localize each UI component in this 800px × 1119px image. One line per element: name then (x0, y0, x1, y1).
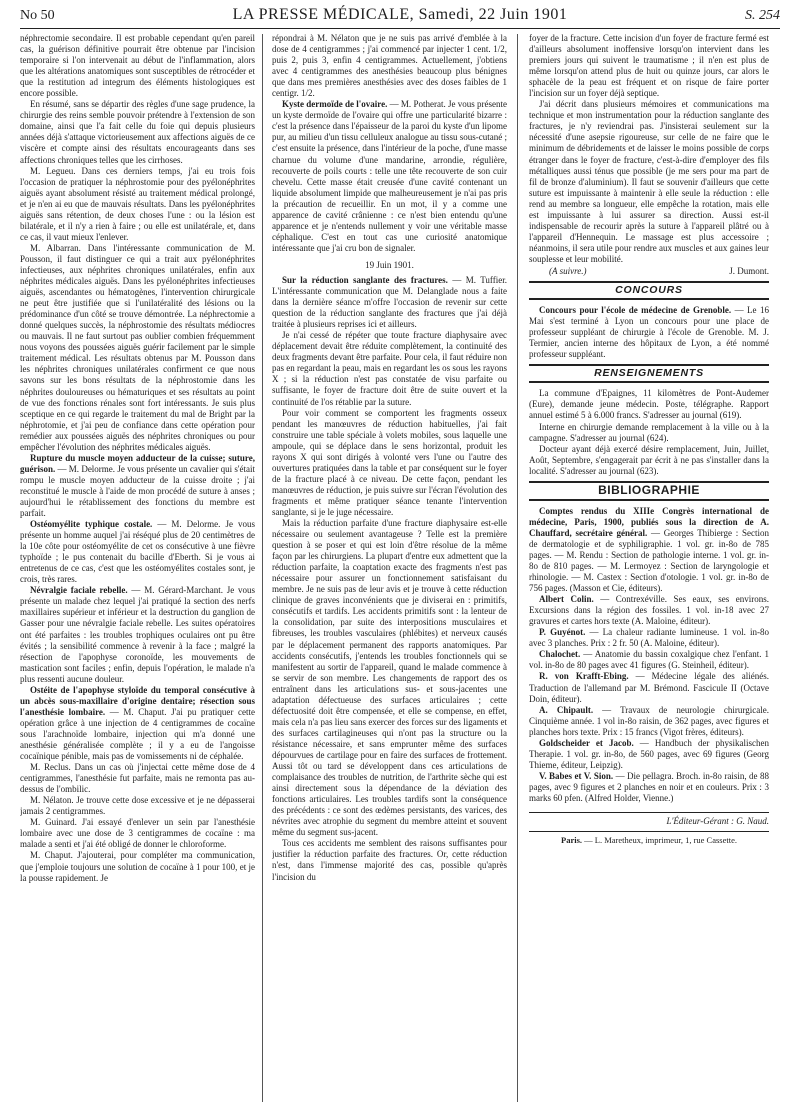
paragraph: Je n'ai cessé de répéter que toute fracture diaphysaire avec déplacement devait être réduite complètement, la continuité des deux fragments devant être parfaite. Pour cela, il faut réduire non pas en regardant la peau, mais en regardant les os sous les rayons X ; si la réduction n'est pas constatée de visu parfaite ou suffisante, le foyer de fracture doit être de suite ouvert et la continuité de l'os rétablie par la suture. (272, 330, 507, 407)
column-rule-right (517, 34, 518, 1102)
paragraph: Sur la réduction sanglante des fractures. — M. Tuffier. L'intéressante communication que M. Delanglade nous a faite dans la dernière séance m'offre l'occasion de revenir sur cette question de la réduction sanglante des fractures que j'ai déjà traitée à plusieurs reprises ici et ailleurs. (272, 274, 507, 330)
bibliography-entry: Albert Colin. — Contrexéville. Ses eaux, ses environs. Excursions dans la région des fossiles. 1 vol. in-18 avec 27 gravures et cartes hors texte (A. Maloine, éditeur). (529, 594, 769, 627)
paragraph: M. Reclus. Dans un cas où j'injectai cette même dose de 4 centigrammes, l'anesthésie fut parfaite, mais ne remonta pas au-dessus de l'ombilic. (20, 762, 255, 795)
notice: Interne en chirurgie demande remplacement à la ville ou à la campagne. S'adresser au journal (624). (529, 421, 769, 443)
journal-title: LA PRESSE MÉDICALE, Samedi, 22 Juin 1901 (232, 6, 568, 23)
notice: Docteur ayant déjà exercé désire remplacement, Juin, Juillet, Août, Septembre, s'engagerait par écrit à ne pas s'installer dans la localité. S'adresser au journal (623). (529, 443, 769, 476)
paragraph: Kyste dermoïde de l'ovaire. — M. Potherat. Je vous présente un kyste dermoïde de l'ovaire qui offre une particularité bizarre : c'est la présence dans l'épaisseur de la paroi du kyste d'un lipome pur, au milieu d'un tissu celluleux analogue au tissu sous-cutané ; c'est ensuite la présence, dans l'intérieur de la poche, d'une masse charnue du volume d'une mandarine, arrondie, régulière, recouverte de poils courts : telle une tête recouverte de son cuir chevelu. Cette masse était creusée d'une cavité contenant un liquide absolument limpide que malheureusement je n'ai pas pris la précaution de recueillir. En un mot, il y a comme une apparence de cavité crânienne : ce n'est bien entendu qu'une apparence et je n'entends nullement y voir une véritable masse céphalique. C'est en tout cas une curiosité anatomique intéressante que j'ai cru bon de signaler. (272, 99, 507, 253)
bibliography-entry: R. von Krafft-Ebing. — Médecine légale des aliénés. Traduction de l'allemand par M. Brémond. Fascicule II (Octave Doin, éditeur). (529, 671, 769, 704)
paragraph: M. Albarran. Dans l'intéressante communication de M. Pousson, il faut distinguer ce qui a trait aux pyélonéphrites infectieuses, aux néphrites chroniques unilatérales, enfin aux néphrites médicales aiguës. Dans les pyélonéphrites infectieuses aiguës, ascendantes ou hématogènes, l'intervention chirurgicale ne peut être justifiée que si l'unilatéralité des lésions ou la prédominance d'un côté se trouve démontrée. La néphrectomie a donné quelques succès, la néphrostomie des résultats médiocres ou mauvais. Il ne faut surtout pas oublier combien fréquemment nous voyons des poussées aiguës guérir facilement par le simple traitement médical. Les résultats obtenus par M. Pousson dans les néphrites chroniques unilatérales confirment ce que nous savons sur les bons résultats de la néphrostomie dans les néphrites douloureuses ou hématuriques et ses résultats au point de vue des fonctions rénales sont fort intéressants. Je suis plus sceptique en ce qui regarde le traitement du mal de Bright par la néphrotomie, et j'ai peu de confiance dans cette opération pour remédier aux poussées aiguës des néphrites chroniques ou pour empêcher l'évolution des néphrites médicales aiguës. (20, 242, 255, 452)
to-be-continued: (A suivre.) (549, 265, 587, 276)
column-1 (20, 33, 255, 1105)
issue-number: No 50 (20, 8, 55, 23)
paragraph: Tous ces accidents me semblent des raisons suffisantes pour justifier la réduction parfaite des fractures. Or, cette réduction n'est, dans l'immense majorité des cas, possible qu'après l'incision du (272, 838, 507, 882)
paragraph: Ostéite de l'apophyse styloïde du temporal consécutive à un abcès sous-maxillaire d'origine dentaire; résection sous l'anesthésie lombaire. — M. Chaput. J'ai pu pratiquer cette opération grâce à une injection de 4 centigrammes de cocaïne sous l'arachnoïde lombaire, injection qui m'a donné une anesthésie généralisée complète ; il y a eu de l'angoisse cocaïnique pénible, mais pas de vomissements ni de céphalée. (20, 684, 255, 762)
bibliography-entry: Goldscheider et Jacob. — Handbuch der physikalischen Therapie. 1 vol. gr. in-8o, de 560 pages, avec 69 figures (Georg Thieme, éditeur, Leipzig). (529, 737, 769, 770)
page-header (20, 6, 780, 29)
paragraph: M. Nélaton. Je trouve cette dose excessive et je ne dépasserai jamais 2 centigrammes. (20, 795, 255, 817)
paragraph: Pour voir comment se comportent les fragments osseux pendant les manœuvres de réduction habituelles, j'ai fait construire une table spéciale à volets mobiles, sous laquelle une ampoule, qui se déplace dans le sens horizontal, produit les rayons X qui sont dirigés à volonté vers l'une ou l'autre des ouvertures pratiquées dans la table et par conséquent sur le foyer de la fracture placé à ce niveau. De cette façon, pendant les manœuvres de réduction, je puis suivre sur l'écran l'évolution des fragments et même pratiquer séance tenante l'intervention sanglante, si je le juge nécessaire. (272, 407, 507, 517)
bibliography-entry: P. Guyénot. — La chaleur radiante lumineuse. 1 vol. in-8o avec 3 planches. Prix : 2 fr. 50 (A. Maloine, éditeur). (529, 627, 769, 649)
paragraph: J'ai décrit dans plusieurs mémoires et communications ma technique et mon instrumentation pour la réduction sanglante des fractures, je n'y reviendrai pas. J'insisterai seulement sur la nécessité d'une asepsie rigoureuse, sur celle de ne faire que le minimum de débridements et de laisser le moins possible de corps étranger dans le foyer de fracture, c'est-à-dire d'employer des fils métalliques aussi ténus que possible (je me sers pour ma part de fil de bronze d'aluminium). Il faut se souvenir d'ailleurs que cette suture est impuissante à maintenir à elle seule la réduction : elle rend au membre sa longueur, elle empêche la rotation, mais elle est impuissante à lui assurer sa direction. Aussi est-il indispensable de recourir après la suture à l'appareil plâtré ou à l'appareil d'Hennequin. Le massage est plus accessoire ; néanmoins, il sera utile pour rendre aux muscles et aux gaines leur souplesse et leur mobilité. (529, 99, 769, 264)
bibliography-entry: V. Babes et V. Sion. — Die pellagra. Broch. in-8o raisin, de 88 pages, avec 9 figures et 2 planches en noir et en couleurs. Prix : 3 marks 60 pfen. (Alfred Holder, Vienne.) (529, 770, 769, 803)
session-date: 19 Juin 1901. (365, 259, 414, 270)
editor-line: L'Éditeur-Gérant : G. Naud. (529, 812, 769, 827)
paragraph: néphrectomie secondaire. Il est probable cependant qu'en pareil cas, la guérison définitive pourrait être obtenue par l'incision temporaire si l'on intervenait au début de l'inflammation, alors que les altérations anatomiques sont susceptibles de rétrocéder et que la restitution ad integrum des éléments histologiques est encore possible. (20, 33, 255, 99)
column-rule-left (262, 34, 263, 1102)
author-name: J. Dumont. (729, 265, 769, 276)
paragraph: Mais la réduction parfaite d'une fracture diaphysaire est-elle nécessaire ou seulement avantageuse ? Telle est la première question à se poser et qui est loin d'être résolue de la même façon par les chirurgiens. La plupart d'entre eux admettent que la réduction parfaite, la coaptation exacte des fragments n'est pas nécessaire pour assurer un fonctionnement satisfaisant du membre. Je ne suis pas de leur avis et je trouve à cette réduction clinique de graves inconvénients que je diviserai en : primitifs, consécutifs et tardifs. Les accidents primitifs sont : la lenteur de la consolidation, par suite des interpositions musculaires et fibreuses, les troubles vasculaires (phlébites) et nerveux causés par le déplacement permanent des rapports anatomiques. Par accidents consécutifs, j'entends les troubles fonctionnels qui se manifestent au sortir de l'appareil, quand le malade commence à se servir de son membre. Les changements de rapport des os entraînent dans les articulations sus- et sous-jacentes une adaptation défectueuse des surfaces articulaires ; cette défectuosité doit être compensée, et elle se compense, en effet, mais cela n'a pas lieu sans exercer des forces sur des ligaments et des surfaces cartilagineuses qui n'ont pas la structure ou la résistance nécessaire, et sans emprunter même des surfaces dépourvues de cartilage pour en faire des surfaces de frottement. Aussi tôt ou tard se développent dans ces articulations de complaisance des troubles de nutrition, de l'arthrite sèche qui est ainsi directement sous la dépendance de la déviation des fonctions articulaires. Les troubles tardifs sont la conséquence des précédents : ce sont des œdèmes persistants, des varices, des névrites avec atrophie du segment du membre atteint et souvent même du segment sus-jacent. (272, 518, 507, 838)
paragraph: M. Guinard. J'ai essayé d'enlever un sein par l'anesthésie lombaire avec une dose de 3 centigrammes de cocaïne : ma malade a senti et j'ai été obligé de donner le chloroforme. (20, 817, 255, 850)
article-signature (529, 266, 769, 277)
paragraph: M. Chaput. J'ajouterai, pour compléter ma communication, que j'emploie toujours une solution de cocaïne à 1 pour 100, et je la pousse rapidement. Je (20, 850, 255, 883)
column-3 (529, 33, 769, 1105)
bibliography-entry: A. Chipault. — Travaux de neurologie chirurgicale. Cinquième année. 1 vol in-8o raisin, de 362 pages, avec figures et planches hors texte. Prix : 15 francs (Vigot frères, éditeurs). (529, 704, 769, 737)
paragraph: répondrai à M. Nélaton que je ne suis pas arrivé d'emblée à la dose de 4 centigrammes ; j'ai commencé par injecter 1 cent. 1/2, puis 2, puis 3, enfin 4 centigrammes. Actuellement, j'obtiens avec 4 centigrammes des anesthésies beaucoup plus bénignes que dans mes premières anesthésies avec des doses faibles de 1 centigr. 1/2. (272, 33, 507, 99)
section-header-concours: CONCOURS (529, 281, 769, 300)
paragraph: Névralgie faciale rebelle. — M. Gérard-Marchant. Je vous présente un malade chez lequel j'ai pratiqué la section des nerfs maxillaires supérieur et inférieur et la destruction du ganglion de Gasser pour une névralgie faciale rebelle. Les suites opératoires ont été parfaites : les troubles trophiques oculaires ont pu être évités ; la sensibilité commence à revenir à la face ; malgré la résection de l'apophyse coronoïde, les mouvements de mastication sont faciles ; enfin, depuis l'opération, le malade n'a plus ressenti aucune douleur. (20, 585, 255, 684)
bibliography-entry: Chalochet. — Anatomie du bassin coxalgique chez l'enfant. 1 vol. in-8o de 80 pages avec 41 figures (G. Steinheil, éditeur). (529, 649, 769, 671)
paragraph: foyer de la fracture. Cette incision d'un foyer de fracture fermé est d'ailleurs absolument inoffensive lorsqu'on intervient dans les premiers jours qui suivent le traumatisme ; il n'en est plus de même lorsqu'on attend plus de huit ou quinze jours, car alors le sphacèle de la peau est fréquent et on risque de faire porter l'incision sur un foyer déjà septique. (529, 33, 769, 99)
column-2 (272, 33, 507, 1105)
notice: La commune d'Epaignes, 11 kilomètres de Pont-Audemer (Eure), demande jeune médecin. Poste, télégraphe. Rapport annuel estimé 5 à 6.000 francs. S'adresser au journal (619). (529, 388, 769, 421)
printer-line: Paris. — L. Maretheux, imprimeur, 1, rue Cassette. (529, 831, 769, 846)
section-header-renseignements: RENSEIGNEMENTS (529, 364, 769, 383)
bibliography-entry: Comptes rendus du XIIIe Congrès international de médecine, Paris, 1900, publiés sous la direction de A. Chauffard, secrétaire général. — Georges Thibierge : Section de dermatologie et de syphiligraphie. 1 vol. gr. in-8o de 785 pages. — M. Rendu : Section de pathologie interne. 1 vol. gr. in-8o de 810 pages. — M. Lermoyez : Section de laryngologie et rhinologie. — M. Castex : Section d'otologie. 1 vol. gr. in-8o de 756 pages. (Masson et Cie, éditeurs). (529, 505, 769, 594)
page-number: S. 254 (745, 8, 780, 23)
paragraph: Rupture du muscle moyen adducteur de la cuisse; suture, guérison. — M. Delorme. Je vous présente un cavalier qui s'était rompu le muscle moyen adducteur de la cuisse droite ; j'ai reconstitué le muscle à l'aide de mon procédé de suture à anses ; aujourd'hui le rétablissement des fonctions du membre est parfait. (20, 452, 255, 519)
paragraph: En résumé, sans se départir des règles d'une sage prudence, la chirurgie des reins semble pouvoir prétendre à l'extension de son domaine, ainsi que l'a fait celle du foie qui depuis plusieurs années déjà s'attaque victorieusement aux affections aiguës de ce viscère et compte ainsi des résultats encourageants dans ses affections chroniques telles que les cirrhoses. (20, 99, 255, 165)
paragraph: M. Legueu. Dans ces derniers temps, j'ai eu trois fois l'occasion de pratiquer la néphrostomie pour des pyélonéphrites aiguës ayant absolument résisté au traitement médical prolongé, et je n'en ai eu que de mauvais résultats. Dans les pyélonéphrites aiguës sans rétention, de deux choses l'une : ou la lésion est bilatérale, et il n'y a rien à faire ; ou elle est unilatérale, et, dans ce cas, il vaut mieux l'enlever. (20, 165, 255, 242)
section-header-bibliographie: BIBLIOGRAPHIE (529, 481, 769, 501)
paragraph: Ostéomyélite typhique costale. — M. Delorme. Je vous présente un homme auquel j'ai réséqué plus de 20 centimètres de la 10e côte pour ostéomyélite de cet os consécutive à une fièvre typhoïde ; le pus contenait du bacille d'Eberth. Si je vous ai entretenus de ce cas, c'est que les ostéomyélites costales sont, je crois, très rares. (20, 519, 255, 585)
notice: Concours pour l'école de médecine de Grenoble. — Le 16 Mai s'est terminé à Lyon un concours pour une place de professeur suppléant de chirurgie à l'école de Grenoble. M. J. Termier, ancien interne des hôpitaux de Lyon, a été nommé professeur suppléant. (529, 305, 769, 360)
